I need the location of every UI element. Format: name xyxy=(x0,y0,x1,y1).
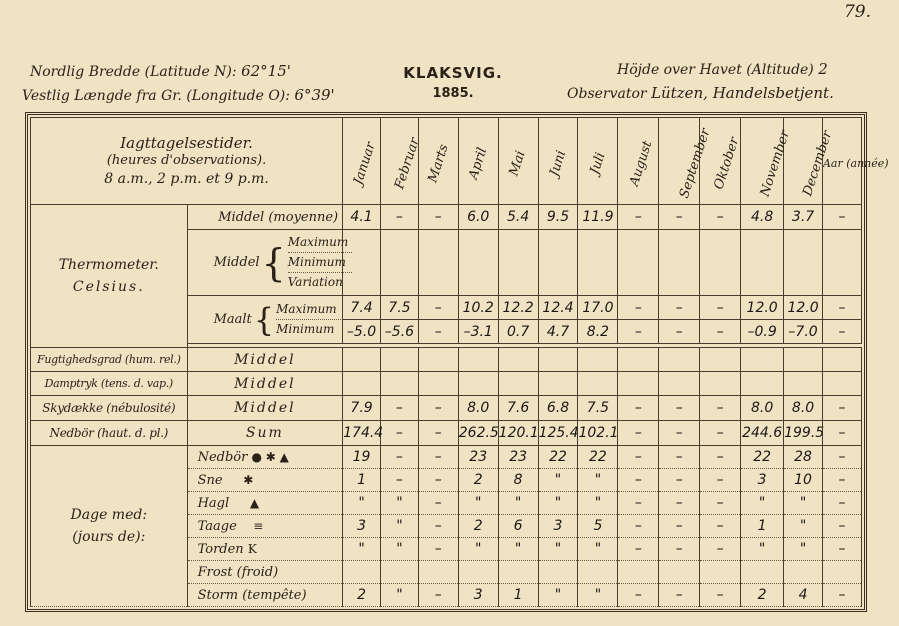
table-cell: 12.4 xyxy=(538,296,578,320)
table-cell: – xyxy=(700,538,741,561)
table-cell: 8.2 xyxy=(578,320,618,344)
variation-label: Variation xyxy=(287,275,343,289)
table-cell: 19 xyxy=(343,446,381,469)
middel-label: Middel xyxy=(187,348,343,372)
days-label-taage: Taage ≡ xyxy=(187,515,343,538)
table-cell: – xyxy=(659,469,700,492)
table-cell: 8.0 xyxy=(784,396,823,421)
table-cell: 7.5 xyxy=(578,396,618,421)
table-cell: 7.6 xyxy=(498,396,538,421)
table-cell: 6 xyxy=(498,515,538,538)
longitude-line xyxy=(22,86,335,104)
table-cell: – xyxy=(659,446,700,469)
table-cell xyxy=(418,561,458,584)
empty-cell xyxy=(784,372,823,396)
table-cell: 2 xyxy=(343,584,381,607)
table-cell: " xyxy=(380,584,418,607)
table-cell xyxy=(741,561,784,584)
year: 1885. xyxy=(432,86,474,101)
middel-label: Middel xyxy=(187,372,343,396)
table-cell: – xyxy=(659,515,700,538)
latitude-line xyxy=(30,62,291,80)
maximum-label: Maximum xyxy=(276,300,341,320)
table-cell: –5.0 xyxy=(343,320,381,344)
table-cell: " xyxy=(741,538,784,561)
table-cell xyxy=(659,561,700,584)
fugtighed-label: Fugtighedsgrad (hum. rel.) xyxy=(31,348,188,372)
empty-cell xyxy=(784,230,823,296)
table-cell: – xyxy=(822,205,861,230)
page-number: 79. xyxy=(843,2,871,22)
table-cell: – xyxy=(380,421,418,446)
table-cell: " xyxy=(538,492,578,515)
month-header-may: Mai xyxy=(498,118,538,205)
snow-icon: ✱ xyxy=(243,472,254,487)
table-cell: 23 xyxy=(498,446,538,469)
table-cell: " xyxy=(380,492,418,515)
table-cell xyxy=(538,561,578,584)
empty-cell xyxy=(578,372,618,396)
table-cell: – xyxy=(418,205,458,230)
table-cell: 5 xyxy=(578,515,618,538)
table-cell: – xyxy=(659,538,700,561)
table-cell: " xyxy=(578,584,618,607)
altitude-label: Höjde over Havet (Altitude) xyxy=(617,62,814,78)
year-column-header: Aar (année) xyxy=(822,118,861,205)
table-cell: 8 xyxy=(498,469,538,492)
table-cell: – xyxy=(822,320,861,344)
month-header-march: Marts xyxy=(418,118,458,205)
weather-symbols-icon: ● ✱ ▲ xyxy=(251,449,289,464)
table-cell: – xyxy=(418,446,458,469)
empty-cell xyxy=(741,230,784,296)
month-header-october: Oktober xyxy=(700,118,741,205)
empty-cell xyxy=(700,348,741,372)
table-cell: " xyxy=(498,538,538,561)
month-header-january: Januar xyxy=(343,118,381,205)
table-cell: 0.7 xyxy=(498,320,538,344)
table-cell: – xyxy=(700,446,741,469)
table-cell: – xyxy=(659,296,700,320)
empty-cell xyxy=(418,372,458,396)
middel-moyenne-label: Middel (moyenne) xyxy=(187,205,343,230)
empty-cell xyxy=(659,348,700,372)
table-cell: – xyxy=(618,446,659,469)
table-cell: – xyxy=(822,469,861,492)
altitude-value: 2 xyxy=(818,60,828,78)
empty-cell xyxy=(458,230,498,296)
table-cell xyxy=(380,561,418,584)
table-cell: 6.0 xyxy=(458,205,498,230)
row-nedbor-sum xyxy=(31,421,862,446)
table-cell: 262.5 xyxy=(458,421,498,446)
altitude-line xyxy=(617,60,828,78)
empty-cell xyxy=(741,372,784,396)
table-cell: " xyxy=(538,584,578,607)
days-label-nedbor: Nedbör ● ✱ ▲ xyxy=(187,446,343,469)
title-line2: (heures d'observations). xyxy=(106,153,267,168)
table-cell: 120.1 xyxy=(498,421,538,446)
table-cell: " xyxy=(458,492,498,515)
empty-cell xyxy=(659,372,700,396)
table-cell xyxy=(343,561,381,584)
table-cell xyxy=(822,561,861,584)
table-cell: 1 xyxy=(498,584,538,607)
empty-cell xyxy=(380,230,418,296)
table-cell: – xyxy=(618,396,659,421)
table-cell: 10.2 xyxy=(458,296,498,320)
observer-label: Observator xyxy=(567,86,647,102)
table-cell: – xyxy=(418,469,458,492)
table-cell: – xyxy=(418,584,458,607)
table-cell: 174.4 xyxy=(343,421,381,446)
table-cell: " xyxy=(538,469,578,492)
empty-cell xyxy=(618,348,659,372)
empty-cell xyxy=(741,348,784,372)
table-cell: 6.8 xyxy=(538,396,578,421)
table-cell: – xyxy=(822,515,861,538)
table-cell xyxy=(458,561,498,584)
days-label-hagl: Hagl ▲ xyxy=(187,492,343,515)
empty-cell xyxy=(538,230,578,296)
table-cell: – xyxy=(418,396,458,421)
table-cell: " xyxy=(578,469,618,492)
table-cell: " xyxy=(498,492,538,515)
maximum-label: Maximum xyxy=(288,233,353,253)
month-header-november: November xyxy=(741,118,784,205)
table-cell: " xyxy=(458,538,498,561)
longitude-value: 6°39' xyxy=(294,86,335,104)
thermometer-group-label: Thermometer. Celsius. xyxy=(31,205,188,348)
month-header-september: September xyxy=(659,118,700,205)
table-cell: 8.0 xyxy=(458,396,498,421)
middel-label: Middel xyxy=(187,396,343,421)
table-cell: 12.2 xyxy=(498,296,538,320)
header-row xyxy=(31,118,862,205)
empty-cell xyxy=(380,348,418,372)
empty-cell xyxy=(578,230,618,296)
table-cell: – xyxy=(700,421,741,446)
table-cell: – xyxy=(380,396,418,421)
table-cell: – xyxy=(618,584,659,607)
empty-cell xyxy=(343,372,381,396)
table-cell: – xyxy=(822,296,861,320)
empty-cell xyxy=(618,372,659,396)
table-cell: " xyxy=(343,492,381,515)
table-cell: 4.7 xyxy=(538,320,578,344)
table-cell: 3 xyxy=(741,469,784,492)
table-cell: " xyxy=(578,492,618,515)
table-cell: 17.0 xyxy=(578,296,618,320)
table-cell xyxy=(578,561,618,584)
table-cell: 9.5 xyxy=(538,205,578,230)
table-cell: – xyxy=(659,396,700,421)
table-cell: 1 xyxy=(343,469,381,492)
empty-cell xyxy=(498,230,538,296)
table-cell xyxy=(498,561,538,584)
month-header-april: April xyxy=(458,118,498,205)
table-cell: – xyxy=(700,492,741,515)
table-cell: 22 xyxy=(578,446,618,469)
table-cell: – xyxy=(418,515,458,538)
middel-label: Middel xyxy=(213,255,260,270)
days-group-label: Dage med: (jours de): xyxy=(31,446,188,607)
row-damptryk xyxy=(31,372,862,396)
month-header-february: Februar xyxy=(380,118,418,205)
table-cell: – xyxy=(822,396,861,421)
table-cell: 4 xyxy=(784,584,823,607)
brace-icon: { xyxy=(261,240,286,285)
table-cell: 2 xyxy=(741,584,784,607)
table-cell: 3 xyxy=(538,515,578,538)
table-cell: " xyxy=(538,538,578,561)
table-cell: 7.9 xyxy=(343,396,381,421)
row-fugtighed xyxy=(31,348,862,372)
table-cell: – xyxy=(700,296,741,320)
days-label-frost: Frost (froid) xyxy=(187,561,343,584)
empty-cell xyxy=(538,372,578,396)
table-cell: – xyxy=(618,296,659,320)
table-cell: – xyxy=(418,320,458,344)
table-cell: " xyxy=(578,538,618,561)
table-cell: – xyxy=(418,492,458,515)
month-header-july: Juli xyxy=(578,118,618,205)
table-cell: 22 xyxy=(538,446,578,469)
table-cell: – xyxy=(618,205,659,230)
nedbor-label: Nedbör (haut. d. pl.) xyxy=(31,421,188,446)
observation-times-cell xyxy=(31,118,343,205)
table-cell: – xyxy=(700,515,741,538)
table-cell: – xyxy=(618,320,659,344)
title-line3: 8 a.m., 2 p.m. et 9 p.m. xyxy=(104,171,269,187)
table-cell: – xyxy=(700,396,741,421)
empty-cell xyxy=(659,230,700,296)
table-cell: 12.0 xyxy=(741,296,784,320)
empty-cell xyxy=(498,348,538,372)
observer-line xyxy=(567,84,834,102)
brace-icon: { xyxy=(253,300,275,339)
days-label-sne: Sne ✱ xyxy=(187,469,343,492)
empty-cell xyxy=(458,372,498,396)
days-label-storm: Storm (tempête) xyxy=(187,584,343,607)
table-cell: 7.5 xyxy=(380,296,418,320)
table-cell: – xyxy=(618,538,659,561)
table-cell: " xyxy=(784,492,823,515)
maalt-label: Maalt xyxy=(213,312,252,327)
table-cell: – xyxy=(822,538,861,561)
table-cell: " xyxy=(343,538,381,561)
table-cell: –0.9 xyxy=(741,320,784,344)
table-cell: –3.1 xyxy=(458,320,498,344)
table-cell: – xyxy=(822,584,861,607)
table-cell: – xyxy=(618,515,659,538)
table-cell: 22 xyxy=(741,446,784,469)
empty-cell xyxy=(618,230,659,296)
table-cell: – xyxy=(659,492,700,515)
table-cell: – xyxy=(659,320,700,344)
table-cell: 8.0 xyxy=(741,396,784,421)
table-cell: – xyxy=(700,584,741,607)
month-header-december: December xyxy=(784,118,823,205)
table-cell: 199.5 xyxy=(784,421,823,446)
row-middel-moyenne xyxy=(31,205,862,230)
table-cell: – xyxy=(822,446,861,469)
table-cell: 1 xyxy=(741,515,784,538)
maalt-brace-label xyxy=(187,296,343,344)
table-cell xyxy=(784,561,823,584)
month-header-june: Juni xyxy=(538,118,578,205)
table-cell: 3 xyxy=(343,515,381,538)
table-cell: – xyxy=(418,421,458,446)
table-cell: 7.4 xyxy=(343,296,381,320)
table-cell: – xyxy=(618,469,659,492)
table-cell: 244.6 xyxy=(741,421,784,446)
table-cell: – xyxy=(618,492,659,515)
empty-cell xyxy=(822,372,861,396)
table-cell: " xyxy=(380,515,418,538)
table-cell: –7.0 xyxy=(784,320,823,344)
table-cell: – xyxy=(659,205,700,230)
table-cell: – xyxy=(380,469,418,492)
latitude-label: Nordlig Bredde (Latitude N): xyxy=(30,64,237,80)
table-cell: – xyxy=(418,296,458,320)
middel-brace-label xyxy=(187,230,349,296)
table-cell: – xyxy=(700,205,741,230)
observer-value: Lützen, Handelsbetjent. xyxy=(651,84,834,102)
minimum-label: Minimum xyxy=(276,322,335,336)
table-cell: – xyxy=(700,469,741,492)
table-cell: 28 xyxy=(784,446,823,469)
table-cell: 4.8 xyxy=(741,205,784,230)
table-cell: 102.1 xyxy=(578,421,618,446)
table-cell: 3.7 xyxy=(784,205,823,230)
table-cell: – xyxy=(659,584,700,607)
empty-cell xyxy=(458,348,498,372)
table-cell: " xyxy=(380,538,418,561)
latitude-value: 62°15' xyxy=(241,62,291,80)
table-cell: " xyxy=(741,492,784,515)
table-cell: 2 xyxy=(458,469,498,492)
empty-cell xyxy=(822,348,861,372)
empty-cell xyxy=(784,348,823,372)
table-cell: " xyxy=(784,515,823,538)
table-cell: –5.6 xyxy=(380,320,418,344)
table-cell: 2 xyxy=(458,515,498,538)
empty-cell xyxy=(343,348,381,372)
days-label-torden: Torden K xyxy=(187,538,343,561)
sum-label: Sum xyxy=(187,421,343,446)
observation-table xyxy=(30,117,889,607)
table-cell: 12.0 xyxy=(784,296,823,320)
skydaekke-label: Skydække (nébulosité) xyxy=(31,396,188,421)
empty-cell xyxy=(380,372,418,396)
thunder-icon: K xyxy=(247,541,257,556)
empty-cell xyxy=(822,230,861,296)
table-cell: – xyxy=(659,421,700,446)
fog-icon: ≡ xyxy=(253,518,264,533)
empty-cell xyxy=(538,348,578,372)
month-header-august: August xyxy=(618,118,659,205)
row-days-nedbor xyxy=(31,446,862,469)
table-cell: – xyxy=(822,421,861,446)
table-cell: 10 xyxy=(784,469,823,492)
table-cell: – xyxy=(700,320,741,344)
table-cell: 3 xyxy=(458,584,498,607)
minimum-label: Minimum xyxy=(288,253,353,273)
empty-cell xyxy=(418,348,458,372)
table-cell: – xyxy=(380,205,418,230)
title-line1: Iagttagelsestider. xyxy=(120,134,253,152)
row-skydaekke xyxy=(31,396,862,421)
empty-cell xyxy=(498,372,538,396)
table-cell: – xyxy=(822,492,861,515)
table-cell xyxy=(700,561,741,584)
table-cell: " xyxy=(784,538,823,561)
table-cell: 125.4 xyxy=(538,421,578,446)
damptryk-label: Damptryk (tens. d. vap.) xyxy=(31,372,188,396)
empty-cell xyxy=(418,230,458,296)
empty-cell xyxy=(700,230,741,296)
table-cell: – xyxy=(618,421,659,446)
table-cell: 11.9 xyxy=(578,205,618,230)
longitude-label: Vestlig Længde fra Gr. (Longitude O): xyxy=(22,88,290,104)
table-cell: 4.1 xyxy=(343,205,381,230)
empty-cell xyxy=(578,348,618,372)
empty-cell xyxy=(700,372,741,396)
hail-icon: ▲ xyxy=(249,495,260,510)
table-cell: 23 xyxy=(458,446,498,469)
table-cell xyxy=(618,561,659,584)
table-cell: – xyxy=(380,446,418,469)
table-cell: – xyxy=(418,538,458,561)
table-cell: 5.4 xyxy=(498,205,538,230)
station-name: KLAKSVIG. xyxy=(403,64,503,82)
